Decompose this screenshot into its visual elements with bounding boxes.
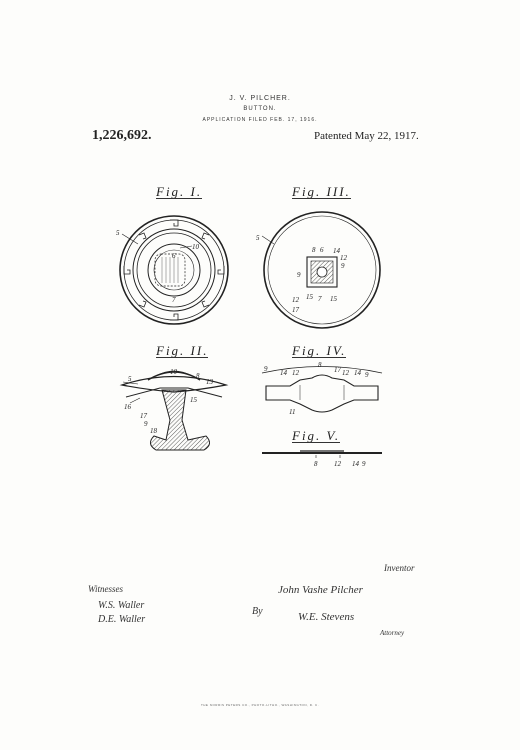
fig-3-drawing [262, 212, 380, 328]
ref-numeral: 16 [124, 403, 131, 411]
ref-numeral: 12 [342, 369, 349, 377]
fig-2-label: Fig. II. [156, 343, 209, 358]
ref-numeral: 6 [172, 252, 176, 260]
ref-numeral: 12 [334, 460, 341, 468]
ref-numeral: 13 [206, 378, 213, 386]
patent-number: 1,226,692. [92, 128, 152, 143]
attorney-caption: Attorney [380, 629, 405, 637]
ref-numeral: 15 [190, 396, 197, 404]
by-caption: By [252, 606, 263, 617]
ref-numeral: 17 [334, 366, 341, 374]
ref-numeral: 5 [116, 229, 120, 237]
printer-imprint: THE NORRIS PETERS CO., PHOTO-LITHO., WASHINGTON, D. C. [200, 703, 320, 707]
ref-numeral: 8 [318, 361, 322, 369]
attorney-signature: W.E. Stevens [298, 611, 355, 623]
fig-5-drawing [262, 451, 382, 458]
patented-date: Patented May 22, 1917. [314, 130, 419, 142]
ref-numeral: 9 [297, 271, 301, 279]
inventor-header: J. V. PILCHER. [229, 95, 291, 102]
ref-numeral: 9 [341, 262, 345, 270]
ref-numeral: 10 [170, 368, 177, 376]
ref-numeral: 8 [312, 246, 316, 254]
ref-numeral: 14 [333, 247, 340, 255]
fig-5-label: Fig. V. [292, 428, 341, 443]
fig-1-label: Fig. I. [156, 184, 203, 199]
ref-numeral: 7 [318, 295, 322, 303]
ref-numeral: 9 [264, 365, 268, 373]
ref-numeral: 7 [172, 296, 176, 304]
inventor-signature: John Vashe Pilcher [278, 584, 363, 596]
fig-4-reference-numerals [264, 361, 369, 416]
witness-signature-1: W.S. Waller [98, 600, 145, 611]
ref-numeral: 11 [289, 408, 296, 416]
ref-numeral: 17 [140, 412, 147, 420]
witness-signature-2: D.E. Waller [98, 614, 146, 625]
ref-numeral: 5 [128, 375, 132, 383]
ref-numeral: 14 [352, 460, 359, 468]
fig-3-label: Fig. III. [292, 184, 351, 199]
fig-1-drawing [120, 216, 228, 324]
application-filed: APPLICATION FILED FEB. 17, 1916. [202, 117, 318, 123]
ref-numeral: 14 [354, 369, 361, 377]
ref-numeral: 14 [280, 369, 287, 377]
witnesses-caption: Witnesses [88, 584, 123, 594]
fig-4-label: Fig. IV. [292, 343, 347, 358]
ref-numeral: 18 [150, 427, 157, 435]
ref-numeral: 12 [340, 254, 347, 262]
inventor-caption: Inventor [384, 563, 415, 573]
ref-numeral: 6 [320, 246, 324, 254]
ref-numeral: 8 [196, 372, 200, 380]
invention-title: BUTTON. [243, 106, 277, 112]
ref-numeral: 9 [362, 460, 366, 468]
ref-numeral: 12 [292, 369, 299, 377]
ref-numeral: 12 [292, 296, 299, 304]
ref-numeral: 15 [306, 293, 313, 301]
ref-numeral: 10 [192, 243, 199, 251]
ref-numeral: 8 [314, 460, 318, 468]
ref-numeral: 15 [330, 295, 337, 303]
ref-numeral: 9 [365, 371, 369, 379]
ref-numeral: 9 [144, 420, 148, 428]
ref-numeral: 17 [292, 306, 299, 314]
ref-numeral: 5 [256, 234, 260, 242]
fig-5-reference-numerals [314, 460, 366, 468]
